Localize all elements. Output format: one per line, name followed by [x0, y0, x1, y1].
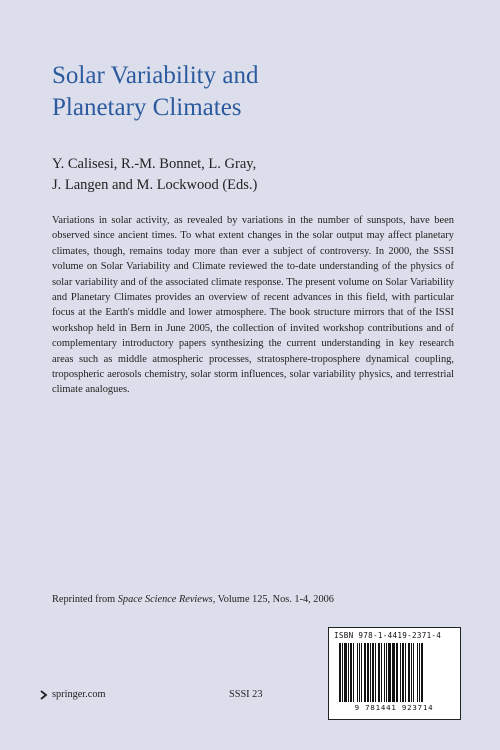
barcode-bars — [339, 643, 452, 702]
barcode-digits: 9 781441 923714 — [354, 703, 434, 712]
publisher-link[interactable] — [40, 689, 105, 700]
chevron-right-icon — [40, 690, 48, 700]
book-title — [52, 60, 452, 124]
isbn-label: ISBN 978-1-4419-2371-4 — [334, 631, 442, 640]
editors-line-1: Y. Calisesi, R.-M. Bonnet, L. Gray, — [52, 156, 257, 172]
series-number: SSSI 23 — [229, 689, 263, 700]
book-title-line-2: Planetary Climates — [52, 94, 242, 121]
reprint-note — [52, 594, 372, 605]
editors — [52, 154, 452, 196]
journal-name: Space Science Reviews — [117, 594, 213, 605]
isbn-barcode — [328, 627, 461, 720]
reprint-prefix: Reprinted from — [52, 594, 118, 605]
book-description: Variations in solar activity, as revealed by variations in the number of sunspots, have been observed since ancient times. To what extent changes in the solar output may affect planetary climates, though, remains today more than ever a subject of controversy. In 2000, the SSSI volume on Solar Variability and Climate reviewed the to-date understanding of the physics of solar variability and of the associated climate response. The present volume on Solar Variability and Planetary Climates provides an overview of recent advances in this field, with particular focus at the Earth's middle and lower atmosphere. The book structure mirrors that of the ISSI workshop held in Bern in June 2005, the collection of invited workshop contributions and of complementary introductory papers synthesizing the current understanding in key research areas such as middle atmospheric processes, stratosphere-troposphere dynamical coupling, tropospheric aerosols chemistry, solar storm influences, solar variability physics, and terrestrial climate analogues. — [52, 215, 454, 396]
barcode-bar — [423, 643, 424, 702]
book-title-line-1: Solar Variability and — [52, 62, 259, 89]
editors-line-2: J. Langen and M. Lockwood (Eds.) — [52, 177, 258, 193]
publisher-url: springer.com — [52, 689, 106, 700]
reprint-suffix: , Volume 125, Nos. 1-4, 2006 — [212, 594, 334, 605]
